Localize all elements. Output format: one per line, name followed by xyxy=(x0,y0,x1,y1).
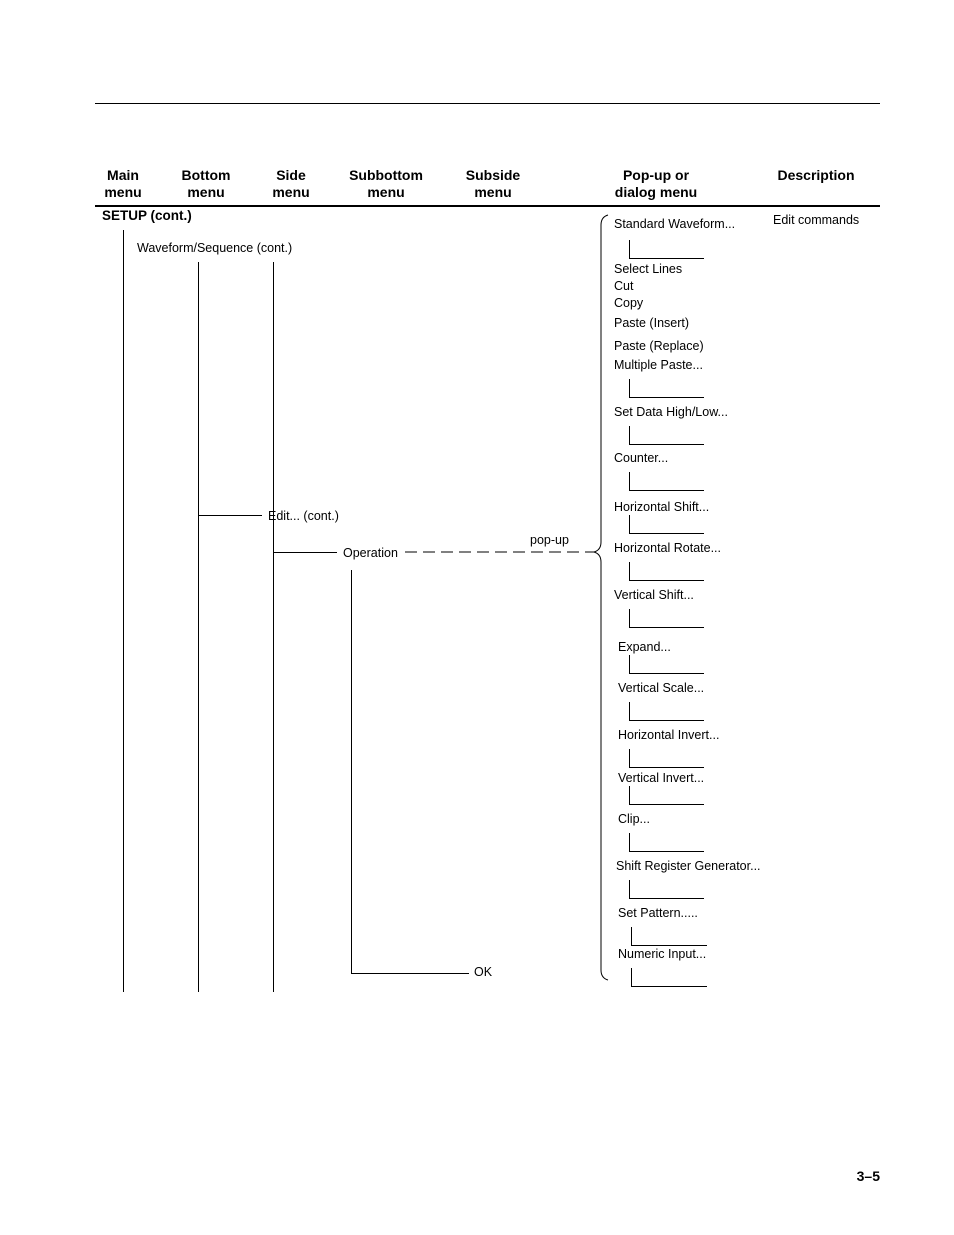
popup-item-paste-insert: Paste (Insert) xyxy=(614,316,690,330)
side-menu-edit: Edit... (cont.) xyxy=(268,509,339,523)
header-bottom-menu: Bottom menu xyxy=(181,167,231,200)
popup-item-cut: Cut xyxy=(614,279,634,293)
dialog-box-mark xyxy=(631,927,707,946)
popup-item-clip: Clip... xyxy=(618,812,650,826)
popup-item-standard-waveform: Standard Waveform... xyxy=(614,217,736,231)
header-popup-menu: Pop-up or dialog menu xyxy=(614,167,698,200)
popup-item-paste-replace: Paste (Replace) xyxy=(614,339,704,353)
dialog-box-mark xyxy=(629,426,704,445)
dialog-box-mark xyxy=(629,880,704,899)
dialog-box-mark xyxy=(629,562,704,581)
bottom-menu-waveform-sequence: Waveform/Sequence (cont.) xyxy=(137,241,293,255)
popup-item-shift-register-generator: Shift Register Generator... xyxy=(616,859,761,873)
dialog-box-mark xyxy=(629,786,704,805)
main-menu-setup: SETUP (cont.) xyxy=(102,208,192,223)
popup-item-select-lines: Select Lines xyxy=(614,262,683,276)
popup-item-counter: Counter... xyxy=(614,451,669,465)
dialog-box-mark xyxy=(629,240,704,259)
subside-menu-ok: OK xyxy=(474,965,493,979)
header-side-menu: Side menu xyxy=(272,167,310,200)
header-subside-menu: Subside menu xyxy=(465,167,521,200)
description-text: Edit commands xyxy=(773,213,860,227)
dialog-box-mark xyxy=(629,749,704,768)
page-number: 3–5 xyxy=(856,1168,880,1184)
popup-item-horizontal-invert: Horizontal Invert... xyxy=(618,728,720,742)
popup-item-copy: Copy xyxy=(614,296,644,310)
popup-item-numeric-input: Numeric Input... xyxy=(618,947,707,961)
dialog-box-mark xyxy=(629,833,704,852)
popup-item-vertical-invert: Vertical Invert... xyxy=(618,771,705,785)
header-description: Description xyxy=(777,167,855,183)
connector-popup-label: pop-up xyxy=(530,533,569,547)
popup-item-horizontal-shift: Horizontal Shift... xyxy=(614,500,710,514)
popup-item-vertical-shift: Vertical Shift... xyxy=(614,588,694,602)
dialog-box-mark xyxy=(629,515,704,534)
popup-item-horizontal-rotate: Horizontal Rotate... xyxy=(614,541,721,555)
popup-item-vertical-scale: Vertical Scale... xyxy=(618,681,705,695)
dialog-box-mark xyxy=(629,472,704,491)
popup-item-set-data-high-low: Set Data High/Low... xyxy=(614,405,728,419)
popup-brace xyxy=(594,215,608,980)
dialog-box-mark xyxy=(629,379,704,398)
dialog-box-mark xyxy=(631,968,707,987)
dialog-box-mark xyxy=(629,702,704,721)
header-subbottom-menu: Subbottom menu xyxy=(349,167,423,200)
header-main-menu: Main menu xyxy=(104,167,142,200)
popup-item-multiple-paste: Multiple Paste... xyxy=(614,358,703,372)
dialog-box-mark xyxy=(629,609,704,628)
dialog-box-mark xyxy=(629,655,704,674)
popup-item-set-pattern: Set Pattern..... xyxy=(618,906,698,920)
subbottom-menu-operation: Operation xyxy=(343,546,398,560)
popup-item-expand: Expand... xyxy=(618,640,671,654)
